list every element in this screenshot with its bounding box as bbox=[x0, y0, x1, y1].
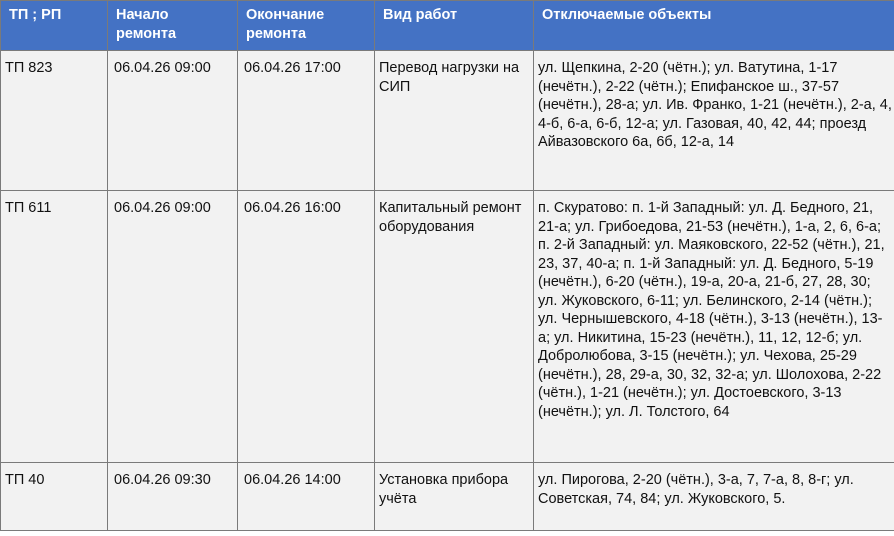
table-row bbox=[1, 51, 894, 191]
header-work-type: Вид работ bbox=[375, 1, 534, 51]
cell-objects: п. Скуратово: п. 1-й Западный: ул. Д. Бедного, 21, 21-а; ул. Грибоедова, 21-53 (нечётн.), 1-а, 2, 6, 6-а; п. 2-й Западный: ул. Маяковского, 22-52 (чётн.), 21, 23, 37, 40-а; п. 1-й Западный: ул. Д. Бедного, 5-19 (нечётн.), 6-20 (чётн.), 19-а, 20-а, 21-б, 27, 28, 30; ул. Жуковского, 6-11; ул. Белинского, 2-14 (чётн.); ул. Чернышевского, 4-18 (чётн.), 3-13 (нечётн.), 13-а; ул. Никитина, 15-23 (нечётн.), 11, 12, 12-б; ул. Добролюбова, 3-15 (нечётн.); ул. Чехова, 25-29 (нечётн.), 28, 29-а, 30, 32, 32-а; ул. Шолохова, 2-22 (чётн.), 1-21 (нечётн.); ул. Достоевского, 3-13 (нечётн.); ул. Л. Толстого, 64 bbox=[534, 191, 894, 463]
cell-end: 06.04.26 14:00 bbox=[238, 463, 375, 531]
cell-work-type: Перевод нагрузки на СИП bbox=[375, 51, 534, 191]
table-row bbox=[1, 463, 894, 531]
cell-end: 06.04.26 16:00 bbox=[238, 191, 375, 463]
cell-end: 06.04.26 17:00 bbox=[238, 51, 375, 191]
header-objects: Отключаемые объекты bbox=[534, 1, 894, 51]
header-start: Начало ремонта bbox=[108, 1, 238, 51]
cell-tp: ТП 611 bbox=[1, 191, 108, 463]
header-tp: ТП ; РП bbox=[1, 1, 108, 51]
cell-start: 06.04.26 09:00 bbox=[108, 51, 238, 191]
header-end: Окончание ремонта bbox=[238, 1, 375, 51]
cell-work-type: Капитальный ремонт оборудования bbox=[375, 191, 534, 463]
cell-work-type: Установка прибора учёта bbox=[375, 463, 534, 531]
cell-tp: ТП 40 bbox=[1, 463, 108, 531]
cell-objects: ул. Щепкина, 2-20 (чётн.); ул. Ватутина, 1-17 (нечётн.), 2-22 (чётн.); Епифанское ш., 37-57 (нечётн.), 28-а; ул. Ив. Франко, 1-21 (нечётн.), 2-а, 4, 4-б, 6-а, 6-б, 12-а; ул. Газовая, 40, 42, 44; проезд Айвазовского 6а, 6б, 12-а, 14 bbox=[534, 51, 894, 191]
table-row bbox=[1, 191, 894, 463]
table-header-row bbox=[1, 1, 894, 51]
cell-objects: ул. Пирогова, 2-20 (чётн.), 3-а, 7, 7-а, 8, 8-г; ул. Советская, 74, 84; ул. Жуковского, 5. bbox=[534, 463, 894, 531]
cell-tp: ТП 823 bbox=[1, 51, 108, 191]
cell-start: 06.04.26 09:00 bbox=[108, 191, 238, 463]
cell-start: 06.04.26 09:30 bbox=[108, 463, 238, 531]
